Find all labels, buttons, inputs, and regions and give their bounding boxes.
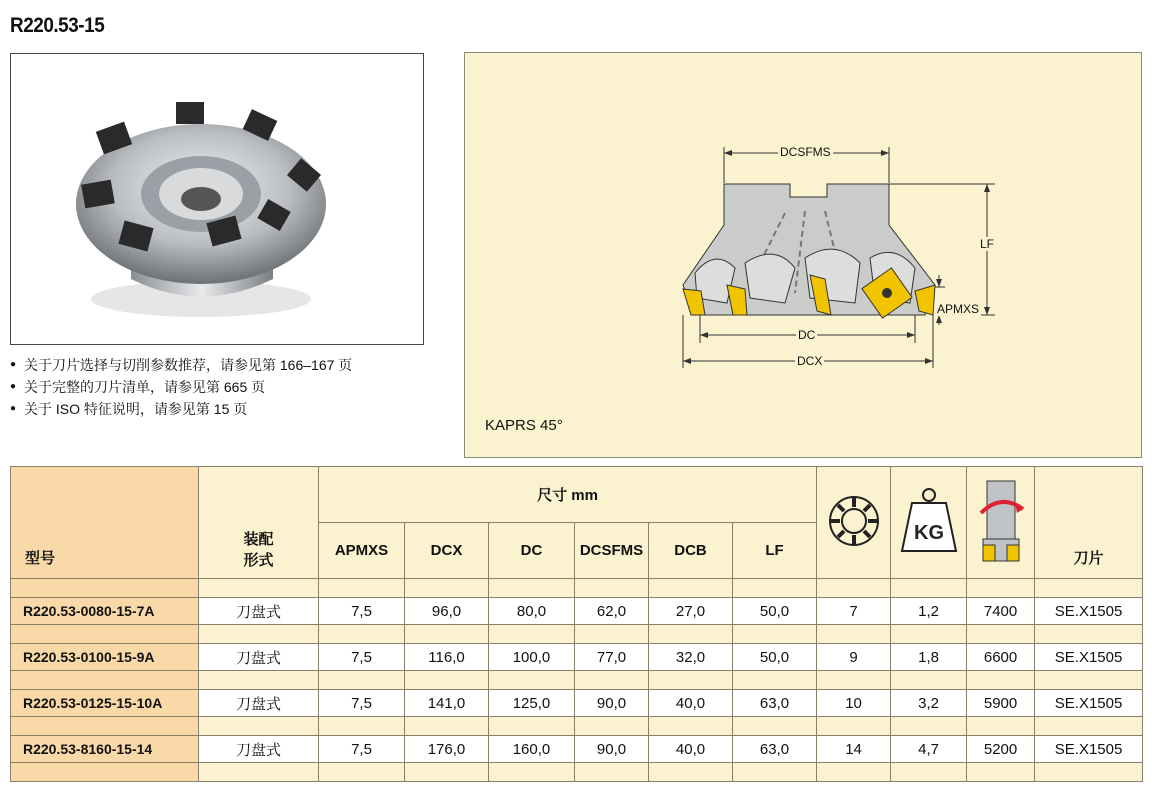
cell-dcb: 27,0	[649, 598, 733, 625]
header-weight-icon	[891, 467, 967, 579]
cell-teeth: 10	[817, 690, 891, 717]
cell-model: R220.53-0080-15-7A	[11, 598, 199, 625]
cell-teeth: 9	[817, 644, 891, 671]
cell-dc: 160,0	[489, 736, 575, 763]
cell-dc: 100,0	[489, 644, 575, 671]
cell-dcsfms: 90,0	[575, 736, 649, 763]
kaprs-label: KAPRS 45°	[485, 417, 563, 434]
header-dimensions: 尺寸 mm	[319, 467, 817, 523]
cell-teeth: 7	[817, 598, 891, 625]
cell-mount: 刀盘式	[199, 736, 319, 763]
header-mount: 装配 形式	[199, 467, 319, 579]
note-item: ● 关于 ISO 特征说明，请参见第 15 页	[10, 398, 352, 420]
cell-lf: 50,0	[733, 598, 817, 625]
cell-dcx: 96,0	[405, 598, 489, 625]
cell-insert: SE.X1505	[1035, 736, 1143, 763]
header-dc: DC	[489, 523, 575, 579]
cell-rpm: 5200	[967, 736, 1035, 763]
cell-dcsfms: 77,0	[575, 644, 649, 671]
dcsfms-label: DCSFMS	[780, 145, 831, 159]
cell-dcsfms: 90,0	[575, 690, 649, 717]
cell-kg: 4,7	[891, 736, 967, 763]
cell-teeth: 14	[817, 736, 891, 763]
header-model: 型号	[11, 467, 199, 579]
cell-apmxs: 7,5	[319, 598, 405, 625]
teeth-count-icon	[826, 493, 882, 549]
header-dcx: DCX	[405, 523, 489, 579]
cell-mount: 刀盘式	[199, 690, 319, 717]
header-lf: LF	[733, 523, 817, 579]
cell-dcx: 141,0	[405, 690, 489, 717]
note-item: ● 关于刀片选择与切削参数推荐，请参见第 166–167 页	[10, 354, 352, 376]
notes-list	[10, 354, 352, 420]
cell-rpm: 5900	[967, 690, 1035, 717]
cell-mount: 刀盘式	[199, 598, 319, 625]
cell-kg: 1,8	[891, 644, 967, 671]
cell-dc: 80,0	[489, 598, 575, 625]
cutter-drawing	[465, 53, 1141, 457]
dc-label: DC	[798, 328, 816, 342]
cell-rpm: 6600	[967, 644, 1035, 671]
cell-kg: 3,2	[891, 690, 967, 717]
kg-icon-text: KG	[913, 521, 944, 544]
cell-rpm: 7400	[967, 598, 1035, 625]
dimension-diagram	[464, 52, 1142, 458]
cell-insert: SE.X1505	[1035, 690, 1143, 717]
table-row	[11, 644, 1143, 671]
cell-lf: 63,0	[733, 736, 817, 763]
apmxs-label: APMXS	[937, 302, 980, 316]
header-dcb: DCB	[649, 523, 733, 579]
page-title: R220.53-15	[10, 14, 105, 37]
cell-lf: 63,0	[733, 690, 817, 717]
cell-apmxs: 7,5	[319, 736, 405, 763]
cell-dcx: 116,0	[405, 644, 489, 671]
cell-insert: SE.X1505	[1035, 644, 1143, 671]
header-dcsfms: DCSFMS	[575, 523, 649, 579]
cell-dcsfms: 62,0	[575, 598, 649, 625]
cell-model: R220.53-0100-15-9A	[11, 644, 199, 671]
product-photo	[10, 53, 424, 345]
cell-kg: 1,2	[891, 598, 967, 625]
cell-insert: SE.X1505	[1035, 598, 1143, 625]
cell-apmxs: 7,5	[319, 644, 405, 671]
table-row	[11, 736, 1143, 763]
spec-table-wrapper	[10, 466, 1142, 786]
cell-dcb: 40,0	[649, 736, 733, 763]
dcx-label: DCX	[797, 354, 823, 368]
cell-dc: 125,0	[489, 690, 575, 717]
weight-kg-icon	[898, 485, 960, 557]
cell-model: R220.53-8160-15-14	[11, 736, 199, 763]
table-row	[11, 690, 1143, 717]
max-rpm-icon	[973, 473, 1029, 569]
cell-dcb: 40,0	[649, 690, 733, 717]
header-insert: 刀片	[1035, 467, 1143, 579]
spec-table	[10, 466, 1143, 782]
cell-apmxs: 7,5	[319, 690, 405, 717]
cell-dcx: 176,0	[405, 736, 489, 763]
cell-mount: 刀盘式	[199, 644, 319, 671]
cell-model: R220.53-0125-15-10A	[11, 690, 199, 717]
lf-label: LF	[980, 237, 995, 251]
header-rpm-icon	[967, 467, 1035, 579]
milling-cutter-photo	[11, 54, 423, 344]
table-row	[11, 598, 1143, 625]
header-apmxs: APMXS	[319, 523, 405, 579]
cell-lf: 50,0	[733, 644, 817, 671]
header-teeth-icon	[817, 467, 891, 579]
cell-dcb: 32,0	[649, 644, 733, 671]
note-item: ● 关于完整的刀片清单，请参见第 665 页	[10, 376, 352, 398]
